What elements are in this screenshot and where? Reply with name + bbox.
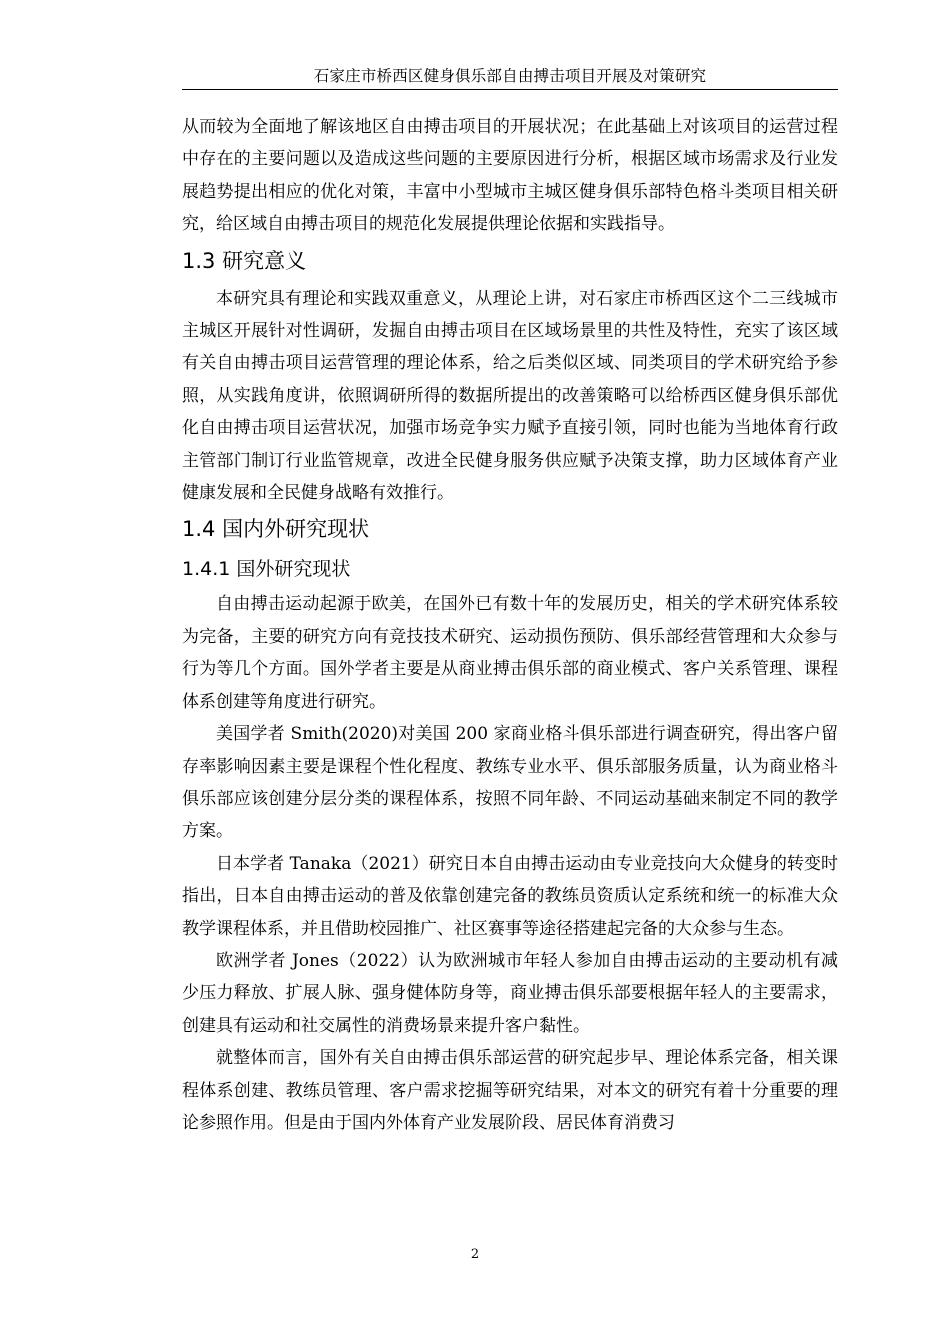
running-header: 石家庄市桥西区健身俱乐部自由搏击项目开展及对策研究 — [313, 67, 707, 85]
page-body — [182, 111, 838, 1139]
paragraph-smith-2020: 美国学者 Smith(2020)对美国 200 家商业格斗俱乐部进行调查研究，得出客户留存率影响因素主要是课程个性化程度、教练专业水平、俱乐部服务质量，认为商业格斗俱乐部应该创建分层分类的课程体系，按照不同年龄、不同运动基础来制定不同的教学方案。 — [182, 724, 838, 842]
paragraph-foreign-overview: 自由搏击运动起源于欧美，在国外已有数十年的发展历史，相关的学术研究体系较为完备，主要的研究方向有竞技技术研究、运动损伤预防、俱乐部经营管理和大众参与行为等几个方面。国外学者主要是从商业搏击俱乐部的商业模式、客户关系管理、课程体系创建等角度进行研究。 — [182, 594, 838, 712]
heading-1-3-research-significance: 1.3 研究意义 — [182, 248, 307, 273]
paragraph-intro-continuation: 从而较为全面地了解该地区自由搏击项目的开展状况；在此基础上对该项目的运营过程中存在的主要问题以及造成这些问题的主要原因进行分析，根据区域市场需求及行业发展趋势提出相应的优化对策，丰富中小型城市主城区健身俱乐部特色格斗类项目相关研究，给区域自由搏击项目的规范化发展提供理论依据和实践指导。 — [182, 117, 838, 235]
header-rule — [182, 89, 838, 90]
heading-1-4-1-foreign-research: 1.4.1 国外研究现状 — [182, 558, 351, 581]
paragraph-tanaka-2021: 日本学者 Tanaka（2021）研究日本自由搏击运动由专业竞技向大众健身的转变时指出，日本自由搏击运动的普及依靠创建完备的教练员资质认定系统和统一的标准大众教学课程体系，并且借助校园推广、社区赛事等途径搭建起完备的大众参与生态。 — [182, 853, 838, 939]
paragraph-foreign-summary: 就整体而言，国外有关自由搏击俱乐部运营的研究起步早、理论体系完备，相关课程体系创建、教练员管理、客户需求挖掘等研究结果，对本文的研究有着十分重要的理论参照作用。但是由于国内外体育产业发展阶段、居民体育消费习 — [182, 1048, 838, 1133]
heading-1-4-research-status: 1.4 国内外研究现状 — [182, 517, 370, 542]
page-number: 2 — [470, 1247, 480, 1262]
paragraph-research-significance: 本研究具有理论和实践双重意义，从理论上讲，对石家庄市桥西区这个二三线城市主城区开展针对性调研，发掘自由搏击项目在区域场景里的共性及特性，充实了该区域有关自由搏击项目运营管理的理论体系，给之后类似区域、同类项目的学术研究给予参照，从实践角度讲，依照调研所得的数据所提出的改善策略可以给桥西区健身俱乐部优化自由搏击项目运营状况，加强市场竞争实力赋予直接引领，同时也能为当地体育行政主管部门制订行业监管规章，改进全民健身服务供应赋予决策支撑，助力区域体育产业健康发展和全民健身战略有效推行。 — [182, 288, 838, 504]
paragraph-jones-2022: 欧洲学者 Jones（2022）认为欧洲城市年轻人参加自由搏击运动的主要动机有减少压力释放、扩展人脉、强身健体防身等，商业搏击俱乐部要根据年轻人的主要需求，创建具有运动和社交属性的消费场景来提升客户黏性。 — [182, 950, 838, 1036]
